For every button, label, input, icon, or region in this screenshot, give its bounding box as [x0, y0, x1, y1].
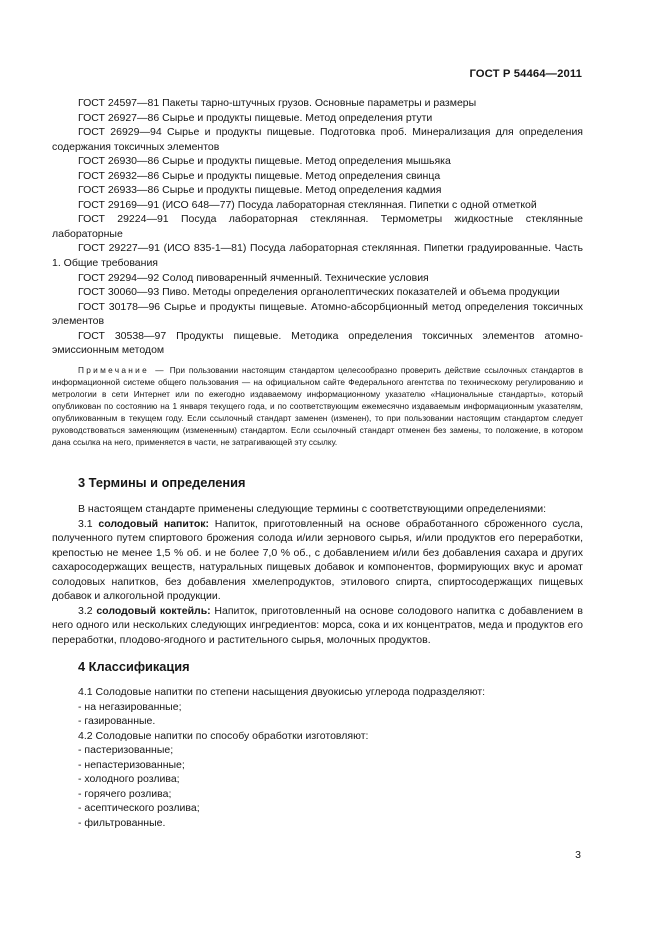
term-3-2: [52, 604, 583, 648]
section-3-body: [52, 502, 583, 647]
term-name: солодовый напиток:: [98, 517, 210, 530]
note-paragraph: [52, 364, 583, 448]
term-name: солодовый коктейль:: [96, 604, 211, 617]
list-item: - на негазированные;: [78, 700, 182, 713]
list-item: - холодного розлива;: [78, 773, 180, 786]
note-lead: Примечание —: [78, 365, 166, 375]
section-4-heading: 4 Классификация: [78, 659, 190, 674]
section-4-body: [52, 685, 583, 830]
document-code: ГОСТ Р 54464—2011: [469, 68, 582, 80]
section-3-intro: В настоящем стандарте применены следующие термины с соответствующими определениями:: [78, 503, 547, 515]
note-text: При пользовании настоящим стандартом целесообразно проверить действие ссылочных стандартов в информационной системе общего пользования — на официальном сайте Федерального агентства по техническому регулированию и метрологии в сети Интернет или по ежегодно издаваемому информационному указателю «Национальные стандарты», который опубликован по состоянию на 1 января текущего года, и по соответствующим ежемесячно издаваемым информационным указателям, опубликованным в текущем году. Если ссылочный стандарт заменен (изменен), то при пользовании настоящим стандартом следует руководствоваться заменяющим (измененным) стандартом. Если ссылочный стандарт отменен без замены, то положение, в котором дана ссылка на него, применяется в части, не затрагивающей эту ссылку.: [52, 365, 583, 448]
list-item: - асептического розлива;: [78, 802, 200, 815]
reference-item: ГОСТ 30060—93 Пиво. Методы определения органолептических показателей и объема продукции: [78, 286, 560, 299]
term-definition: Напиток, приготовленный на основе обработанного сброженного сусла, полученного путем спиртового брожения солода и/или зернового сырья, и/или продуктов его переработки, крепостью не менее 1,5 % об. и не более 7,0 % об., с добавлением и/или без добавления сахара и других сахаросодержащих веществ, натуральных пищевых добавок и компонентов, формирующих вкус и аромат солодовых напитков, без добавления хмелепродуктов, этилового спирта, спиртосодержащих пищевых добавок и алкогольной продукции.: [52, 517, 583, 603]
list-item: - непастеризованные;: [78, 758, 185, 771]
list-item: - горячего розлива;: [78, 787, 172, 800]
term-number: 3.1: [78, 517, 93, 530]
page-number: 3: [575, 849, 581, 861]
clause-4-1: 4.1 Солодовые напитки по степени насыщения двуокисью углерода подразделяют:: [78, 686, 486, 698]
clause-4-2: 4.2 Солодовые напитки по способу обработки изготовляют:: [78, 729, 369, 742]
reference-item: ГОСТ 26932—86 Сырье и продукты пищевые. Метод определения свинца: [78, 169, 441, 182]
normative-references-list: [52, 96, 583, 358]
reference-item: ГОСТ 29169—91 (ИСО 648—77) Посуда лабораторная стеклянная. Пипетки с одной отметкой: [78, 198, 537, 211]
reference-item: ГОСТ 30178—96 Сырье и продукты пищевые. Атомно-абсорбционный метод определения токсичных элементов: [52, 300, 583, 328]
reference-item: ГОСТ 29224—91 Посуда лабораторная стеклянная. Термометры жидкостные стеклянные лабораторные: [52, 213, 583, 240]
term-3-1: [52, 517, 583, 604]
list-item: - фильтрованные.: [78, 816, 166, 829]
list-item: - газированные.: [78, 715, 156, 728]
reference-item: ГОСТ 29227—91 (ИСО 835-1—81) Посуда лабораторная стеклянная. Пипетки градуированные. Часть 1. Общие требования: [52, 242, 583, 270]
reference-item: ГОСТ 30538—97 Продукты пищевые. Методика определения токсичных элементов атомно-эмиссионным методом: [52, 329, 583, 357]
term-definition: Напиток, приготовленный на основе солодового напитка с добавлением в него одного или нескольких следующих ингредиентов: морса, сока и их концентратов, меда и продуктов его переработки, плодово-ягодного и растительного сырья, молочных продуктов.: [52, 604, 583, 646]
reference-item: ГОСТ 26933—86 Сырье и продукты пищевые. Метод определения кадмия: [78, 184, 442, 197]
reference-item: ГОСТ 24597—81 Пакеты тарно-штучных грузов. Основные параметры и размеры: [78, 97, 477, 109]
term-number: 3.2: [78, 604, 93, 617]
list-item: - пастеризованные;: [78, 744, 174, 757]
section-3-heading: 3 Термины и определения: [78, 475, 246, 490]
reference-item: ГОСТ 26930—86 Сырье и продукты пищевые. Метод определения мышьяка: [78, 155, 451, 168]
reference-item: ГОСТ 26927—86 Сырье и продукты пищевые. Метод определения ртути: [78, 111, 433, 124]
reference-item: ГОСТ 26929—94 Сырье и продукты пищевые. Подготовка проб. Минерализация для определения содержания токсичных элементов: [52, 126, 583, 153]
reference-item: ГОСТ 29294—92 Солод пивоваренный ячменный. Технические условия: [78, 271, 429, 284]
